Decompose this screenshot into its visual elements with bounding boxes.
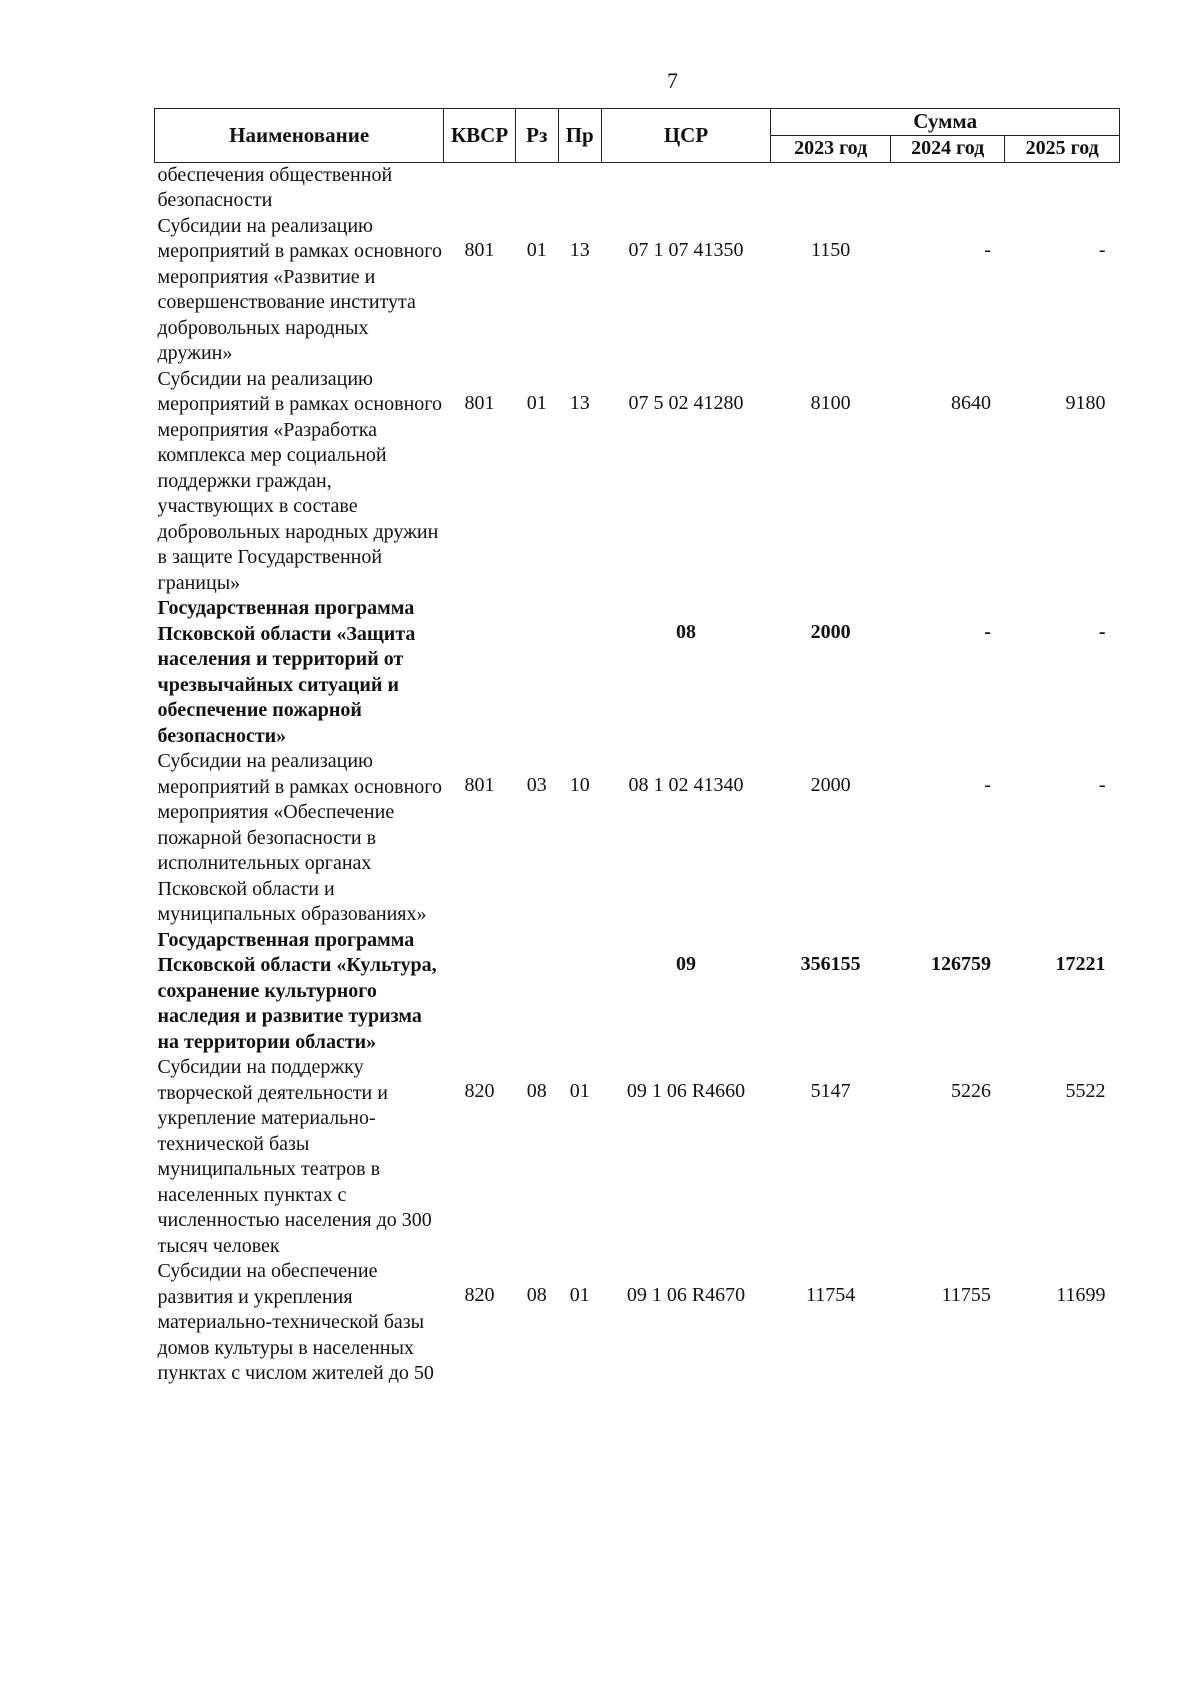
cell-rz — [515, 928, 558, 1056]
budget-table-wrapper — [154, 108, 1120, 1387]
header-kvsr: КВСР — [444, 109, 516, 163]
cell-name: Субсидии на обеспечение развития и укрепления материально-технической базы домов культуры в населенных пунктах с числом жителей до 50 — [157, 1260, 434, 1384]
cell-csr: 09 — [676, 952, 697, 975]
table-row — [155, 367, 1120, 597]
cell-year-2023: 356155 — [800, 952, 861, 975]
cell-year-2024: - — [984, 238, 991, 261]
cell-kvsr: 801 — [464, 238, 495, 261]
page-number: 7 — [667, 68, 678, 93]
header-sum: Сумма — [771, 109, 1120, 136]
cell-pr — [558, 928, 601, 1056]
header-name: Наименование — [155, 109, 444, 163]
header-year-2023: 2023 год — [771, 136, 891, 163]
cell-pr: 01 — [569, 1080, 590, 1102]
cell-year-2023: 11754 — [806, 1284, 856, 1306]
cell-kvsr: 820 — [464, 1284, 495, 1306]
header-year-2024: 2024 год — [890, 136, 1004, 163]
cell-year-2025: 5522 — [1065, 1080, 1106, 1102]
budget-table — [154, 108, 1120, 1387]
header-year-2025: 2025 год — [1005, 136, 1120, 163]
cell-rz: 03 — [526, 774, 547, 796]
cell-csr: 07 5 02 41280 — [628, 391, 744, 414]
cell-name: Субсидии на поддержку творческой деятельности и укрепление материально-технической базы муниципальных театров в населенных пунктах с численностью населения до 300 тысяч человек — [157, 1056, 432, 1257]
cell-name: Субсидии на реализацию мероприятий в рамках основного мероприятия «Развитие и совершенствование института добровольных народных дружин» — [157, 214, 442, 364]
cell-year-2025: - — [1098, 621, 1106, 643]
cell-year-2025: - — [1098, 238, 1106, 261]
cell-year-2024: 5226 — [950, 1080, 991, 1102]
cell-kvsr — [444, 928, 516, 1056]
table-row — [155, 928, 1120, 1056]
cell-pr: 10 — [569, 774, 590, 796]
cell-year-2025: - — [1098, 774, 1106, 796]
cell-name: Субсидии на реализацию мероприятий в рамках основного мероприятия «Разработка комплекса мер социальной поддержки граждан, участвующих в составе добровольных народных дружин в защите Государственной границы» — [157, 367, 442, 594]
cell-csr: 08 — [676, 621, 697, 643]
header-rz: Рз — [515, 109, 558, 163]
cell-name: Субсидии на реализацию мероприятий в рамках основного мероприятия «Обеспечение пожарной безопасности в исполнительных органах Псковской области и муниципальных образованиях» — [157, 750, 442, 925]
cell-year-2023 — [771, 162, 891, 214]
cell-year-2023: 2000 — [810, 774, 851, 796]
cell-name: Государственная программа Псковской области «Защита населения и территорий от чрезвычайных ситуаций и обеспечение пожарной безопасности» — [157, 597, 416, 747]
table-row — [155, 596, 1120, 749]
cell-year-2025: 11699 — [1056, 1284, 1106, 1306]
table-header — [155, 109, 1120, 163]
cell-pr: 13 — [569, 238, 590, 261]
cell-pr — [558, 596, 601, 749]
cell-kvsr: 820 — [464, 1080, 495, 1102]
cell-csr: 09 1 06 R4660 — [626, 1080, 746, 1102]
cell-year-2025: 17221 — [1055, 952, 1106, 975]
cell-year-2025: 9180 — [1065, 391, 1106, 414]
cell-year-2024 — [890, 162, 1004, 214]
cell-pr: 01 — [569, 1284, 590, 1306]
cell-year-2023: 8100 — [810, 391, 851, 414]
cell-kvsr: 801 — [464, 774, 495, 796]
cell-year-2023: 2000 — [810, 621, 851, 643]
cell-pr — [558, 162, 601, 214]
cell-rz: 01 — [526, 238, 547, 261]
header-pr: Пр — [558, 109, 601, 163]
cell-csr: 09 1 06 R4670 — [626, 1284, 746, 1306]
cell-csr: 07 1 07 41350 — [628, 238, 744, 261]
cell-pr: 13 — [569, 391, 590, 414]
header-csr: ЦСР — [601, 109, 771, 163]
cell-year-2024: 8640 — [950, 391, 991, 414]
cell-year-2024: - — [984, 774, 991, 796]
cell-csr: 08 1 02 41340 — [628, 774, 744, 796]
cell-name: обеспечения общественной безопасности — [157, 163, 393, 211]
cell-kvsr — [444, 162, 516, 214]
cell-year-2024: - — [984, 621, 991, 643]
table-row — [155, 749, 1120, 928]
cell-year-2024: 126759 — [930, 952, 991, 975]
cell-year-2023: 5147 — [810, 1080, 851, 1102]
cell-year-2024: 11755 — [941, 1284, 991, 1306]
table-row — [155, 1055, 1120, 1259]
cell-year-2025 — [1005, 162, 1120, 214]
cell-rz — [515, 596, 558, 749]
cell-kvsr — [444, 596, 516, 749]
cell-csr — [601, 162, 771, 214]
table-body — [155, 162, 1120, 1387]
table-row — [155, 162, 1120, 214]
cell-rz: 01 — [526, 391, 547, 414]
table-row — [155, 214, 1120, 367]
cell-rz: 08 — [526, 1284, 547, 1306]
cell-rz: 08 — [526, 1080, 547, 1102]
cell-kvsr: 801 — [464, 391, 495, 414]
cell-rz — [515, 162, 558, 214]
cell-name: Государственная программа Псковской области «Культура, сохранение культурного наследия и развитие туризма на территории области» — [157, 928, 437, 1053]
cell-year-2023: 1150 — [811, 238, 851, 261]
table-row — [155, 1259, 1120, 1387]
